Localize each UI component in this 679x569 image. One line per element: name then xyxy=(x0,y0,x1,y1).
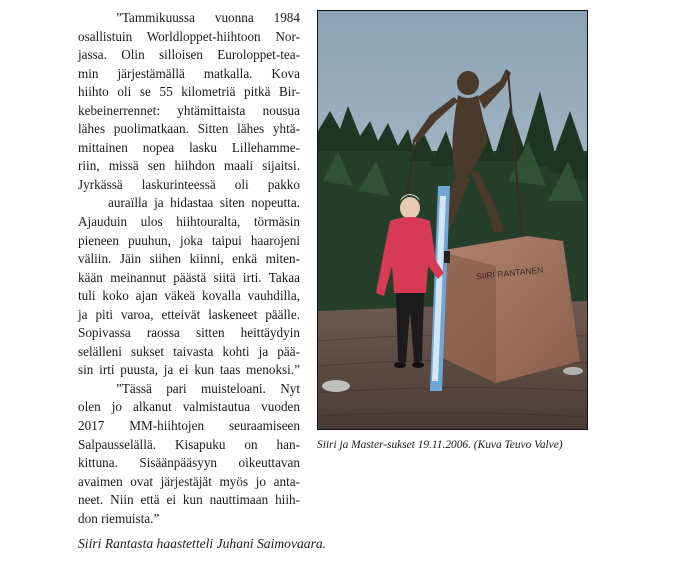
photo-illustration xyxy=(318,11,587,429)
article-line: osallistuin Worldloppet-hiihtoon Nor- xyxy=(78,28,300,44)
article-line: tuli koko ajan väkeä kovalla vauhdilla, xyxy=(78,288,300,304)
article-line: lähes puolimatkaan. Sitten lähes yhtä- xyxy=(78,121,300,137)
article-line: mittainen nopea lasku Lillehamme- xyxy=(78,139,300,155)
article-line: 2017 MM-hiihtojen seuraamiseen xyxy=(78,418,300,434)
article-line: jassa. Olin silloisen Euroloppet-tea- xyxy=(78,47,300,63)
article-line: riin, missä sen hiihdon maali sijaitsi. xyxy=(78,158,300,174)
pedestal-inscription: SIIRI RANTANEN xyxy=(475,264,544,282)
article-line: ”Tammikuussa vuonna 1984 xyxy=(116,10,300,25)
article-line: hiihto oli se 55 kilometriä pitkä Bir- xyxy=(78,84,300,100)
article-line: Jyrkässä laskurinteessä oli pakko xyxy=(78,176,300,192)
article-line: Sopivassa raossa sitten heittäydyin xyxy=(78,325,300,341)
article-line: ”Tässä pari muisteloani. Nyt xyxy=(116,380,300,396)
article-line: min järjestämällä matkalla. Kova xyxy=(78,65,300,81)
article-line: kittuna. Sisäänpääsyyn oikeuttavan xyxy=(78,455,300,471)
article-line: sin irti puusta, ja ei kun taas menoksi.” xyxy=(78,362,300,378)
article-line: pieneen puuhun, joka taipui haarojeni xyxy=(78,232,300,248)
article-line: väliin. Jäin siihen kiinni, enkä miten- xyxy=(78,251,300,267)
article-line: don riemuista.” xyxy=(78,510,160,526)
article-line: ja piti varoa, etteivät laskeneet päälle. xyxy=(78,306,300,322)
article-line: selälleni sukset taivasta kohti ja pää- xyxy=(78,343,300,359)
article-line: auraïlla ja hidastaa siten nopeutta. xyxy=(108,195,300,211)
article-line: kään meinannut päästä siitä irti. Takaa xyxy=(78,269,300,285)
article-line: kebeinerrennet: yhtämittaista nousua xyxy=(78,102,300,118)
article-line: avaimen ovat järjestäjät myös jo anta- xyxy=(78,473,300,489)
article-line: Salpausselällä. Kisapuku on han- xyxy=(78,436,300,452)
article-line: neet. Niin että ei kun nauttimaan hiih- xyxy=(78,492,300,508)
article-line: Ajauduin ulos hiihtouralta, törmäsin xyxy=(78,214,300,230)
photo xyxy=(317,10,588,430)
article-text xyxy=(78,9,300,528)
interviewer-credit: Siiri Rantasta haastetteli Juhani Saimovaara. xyxy=(78,536,327,551)
article-line: olen jo alkanut valmistautua vuoden xyxy=(78,399,300,415)
photo-caption: Siiri ja Master-sukset 19.11.2006. (Kuva Teuvo Valve) xyxy=(317,439,563,451)
